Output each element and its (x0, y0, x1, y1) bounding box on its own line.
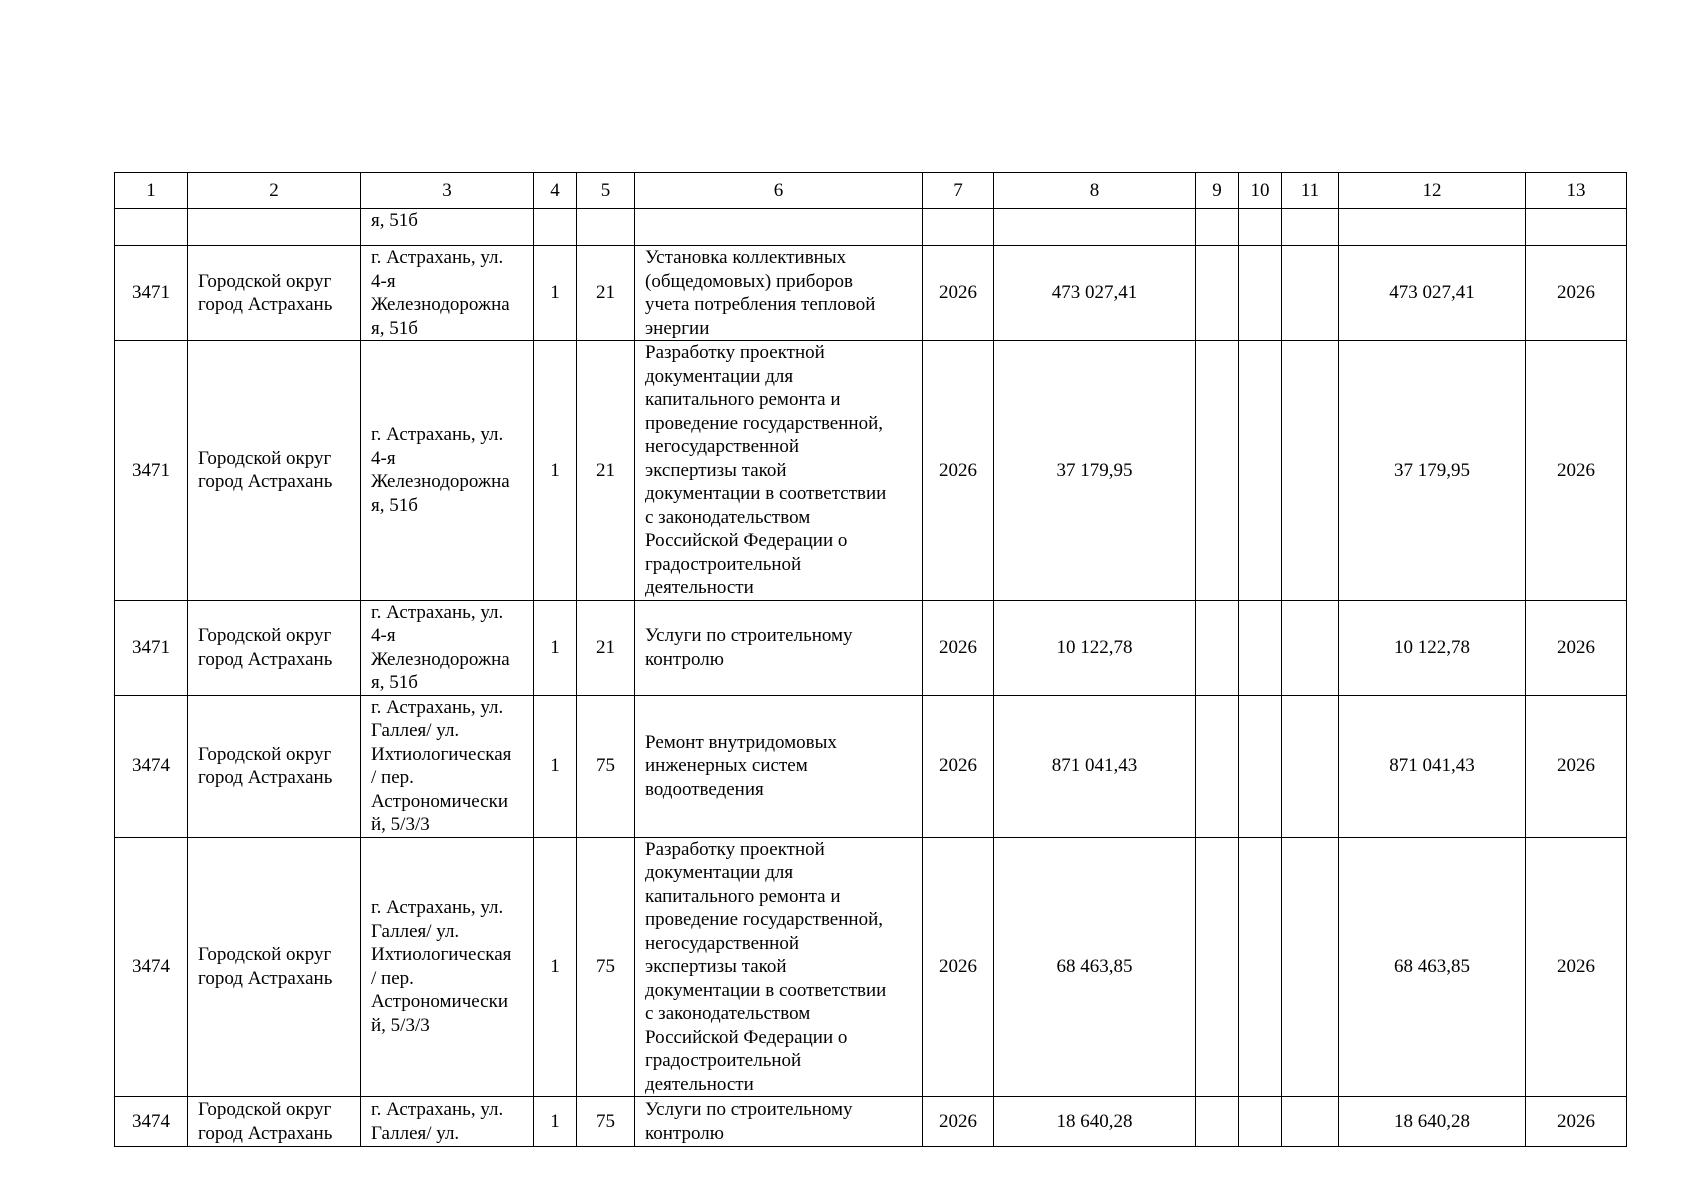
address-cell: я, 51б (361, 209, 534, 246)
col4-cell: 1 (534, 600, 577, 695)
cost-cell: 37 179,95 (994, 341, 1196, 601)
col10-cell (1239, 695, 1282, 837)
cost-cell: 871 041,43 (994, 695, 1196, 837)
col9-cell (1196, 341, 1239, 601)
work-type-cell: Разработку проектной документации для капитального ремонта и проведение государственной, негосударственной экспертизы такой документации в соответствии с законодательством Российской Федерации о градостроительной деятельности (635, 837, 923, 1097)
column-number: 7 (923, 173, 994, 209)
col10-cell (1239, 246, 1282, 341)
column-number-row (115, 173, 1627, 209)
cost-cell: 10 122,78 (994, 600, 1196, 695)
col10-cell (1239, 1097, 1282, 1147)
col9-cell (1196, 600, 1239, 695)
municipality-cell: Городской округ город Астрахань (188, 600, 361, 695)
address-cell: г. Астрахань, ул. Галлея/ ул. (361, 1097, 534, 1147)
address-cell: г. Астрахань, ул. 4-я Железнодорожна я, 51б (361, 600, 534, 695)
col9-cell (1196, 246, 1239, 341)
year-cell: 2026 (923, 341, 994, 601)
record-id-cell: 3474 (115, 837, 188, 1097)
cost-cell: 18 640,28 (994, 1097, 1196, 1147)
work-type-cell: Разработку проектной документации для капитального ремонта и проведение государственной, негосударственной экспертизы такой документации в соответствии с законодательством Российской Федерации о градостроительной деятельности (635, 341, 923, 601)
col12-cost-cell: 871 041,43 (1339, 695, 1526, 837)
col12-cost-cell: 10 122,78 (1339, 600, 1526, 695)
year-cell: 2026 (923, 246, 994, 341)
col5-cell: 21 (577, 246, 635, 341)
col4-cell: 1 (534, 695, 577, 837)
address-cell: г. Астрахань, ул. Галлея/ ул. Ихтиологическая / пер. Астрономически й, 5/3/3 (361, 695, 534, 837)
col11-cell (1282, 837, 1339, 1097)
table-row (115, 341, 1627, 601)
column-number: 6 (635, 173, 923, 209)
address-cell: г. Астрахань, ул. 4-я Железнодорожна я, 51б (361, 341, 534, 601)
table-row (115, 600, 1627, 695)
column-number: 2 (188, 173, 361, 209)
col10-cell (1239, 341, 1282, 601)
col12-cost-cell: 473 027,41 (1339, 246, 1526, 341)
col5-cell: 75 (577, 1097, 635, 1147)
column-number: 1 (115, 173, 188, 209)
address-cell: г. Астрахань, ул. 4-я Железнодорожна я, 51б (361, 246, 534, 341)
table-row (115, 837, 1627, 1097)
col5-cell: 75 (577, 695, 635, 837)
municipality-cell: Городской округ город Астрахань (188, 1097, 361, 1147)
col5-cell: 21 (577, 341, 635, 601)
record-id-cell: 3471 (115, 341, 188, 601)
year-cell: 2026 (923, 695, 994, 837)
record-id-cell: 3474 (115, 1097, 188, 1147)
column-number: 11 (1282, 173, 1339, 209)
year-cell: 2026 (923, 837, 994, 1097)
table-row (115, 1097, 1627, 1147)
record-id-cell: 3474 (115, 695, 188, 837)
col11-cell (1282, 695, 1339, 837)
work-type-cell: Услуги по строительному контролю (635, 1097, 923, 1147)
col5-cell: 75 (577, 837, 635, 1097)
col9-cell (1196, 837, 1239, 1097)
col12-cost-cell: 37 179,95 (1339, 341, 1526, 601)
col10-cell (1239, 837, 1282, 1097)
col12-cost-cell: 68 463,85 (1339, 837, 1526, 1097)
col4-cell: 1 (534, 1097, 577, 1147)
column-number: 8 (994, 173, 1196, 209)
column-number: 12 (1339, 173, 1526, 209)
table-row (115, 695, 1627, 837)
address-cell: г. Астрахань, ул. Галлея/ ул. Ихтиологическая / пер. Астрономически й, 5/3/3 (361, 837, 534, 1097)
col13-year-cell: 2026 (1526, 1097, 1627, 1147)
municipality-cell: Городской округ город Астрахань (188, 837, 361, 1097)
year-cell: 2026 (923, 600, 994, 695)
record-id-cell: 3471 (115, 600, 188, 695)
municipality-cell: Городской округ город Астрахань (188, 246, 361, 341)
col11-cell (1282, 246, 1339, 341)
capital-repair-table (114, 172, 1627, 1147)
col13-year-cell: 2026 (1526, 246, 1627, 341)
col4-cell: 1 (534, 837, 577, 1097)
municipality-cell: Городской округ город Астрахань (188, 341, 361, 601)
column-number: 9 (1196, 173, 1239, 209)
col13-year-cell: 2026 (1526, 837, 1627, 1097)
table-row (115, 246, 1627, 341)
year-cell: 2026 (923, 1097, 994, 1147)
col4-cell: 1 (534, 341, 577, 601)
column-number: 5 (577, 173, 635, 209)
column-number: 10 (1239, 173, 1282, 209)
col11-cell (1282, 600, 1339, 695)
column-number: 3 (361, 173, 534, 209)
work-type-cell: Услуги по строительному контролю (635, 600, 923, 695)
col13-year-cell: 2026 (1526, 695, 1627, 837)
record-id-cell: 3471 (115, 246, 188, 341)
col10-cell (1239, 600, 1282, 695)
continuation-row (115, 209, 1627, 246)
col5-cell: 21 (577, 600, 635, 695)
work-type-cell: Установка коллективных (общедомовых) приборов учета потребления тепловой энергии (635, 246, 923, 341)
document-page (114, 172, 1627, 1147)
col11-cell (1282, 341, 1339, 601)
work-type-cell: Ремонт внутридомовых инженерных систем водоотведения (635, 695, 923, 837)
municipality-cell: Городской округ город Астрахань (188, 695, 361, 837)
cost-cell: 473 027,41 (994, 246, 1196, 341)
col9-cell (1196, 1097, 1239, 1147)
col13-year-cell: 2026 (1526, 600, 1627, 695)
col4-cell: 1 (534, 246, 577, 341)
col12-cost-cell: 18 640,28 (1339, 1097, 1526, 1147)
col11-cell (1282, 1097, 1339, 1147)
column-number: 4 (534, 173, 577, 209)
cost-cell: 68 463,85 (994, 837, 1196, 1097)
col9-cell (1196, 695, 1239, 837)
col13-year-cell: 2026 (1526, 341, 1627, 601)
column-number: 13 (1526, 173, 1627, 209)
